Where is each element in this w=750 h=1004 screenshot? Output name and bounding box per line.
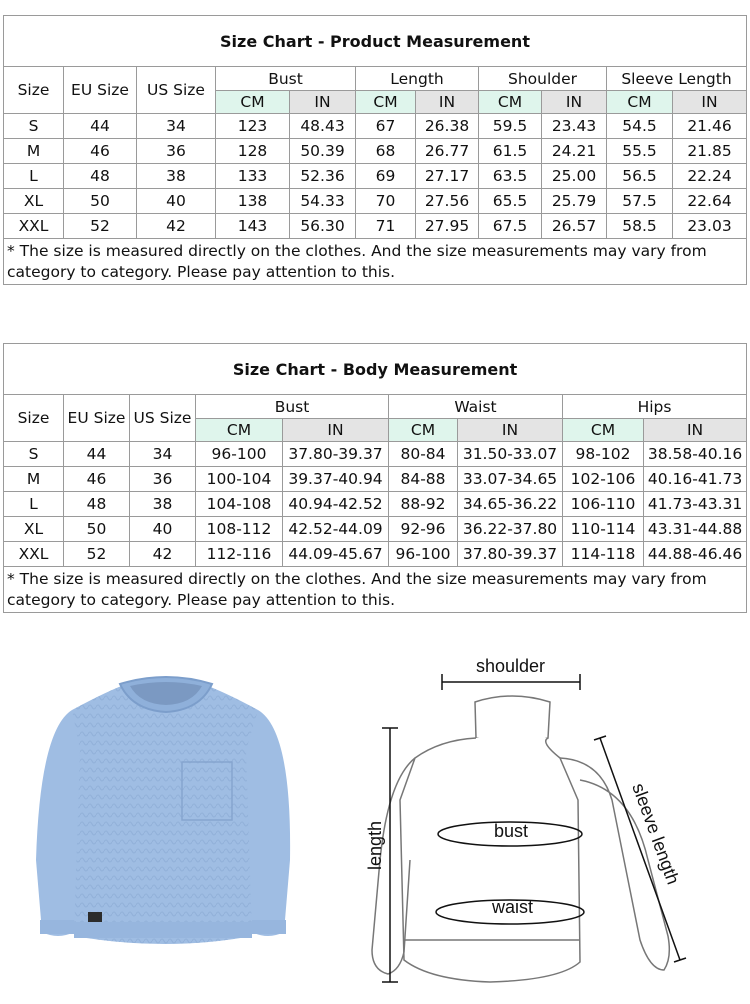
value-cell: 34.65-36.22: [458, 492, 563, 517]
value-cell: 102-106: [563, 467, 644, 492]
unit-in: IN: [644, 419, 747, 442]
table-row: [4, 114, 747, 139]
unit-cm: CM: [216, 91, 290, 114]
value-cell: 110-114: [563, 517, 644, 542]
size-cell: XXL: [4, 214, 64, 239]
value-cell: 42: [130, 542, 196, 567]
value-cell: 26.57: [542, 214, 607, 239]
unit-in: IN: [290, 91, 356, 114]
value-cell: 56.30: [290, 214, 356, 239]
value-cell: 112-116: [196, 542, 283, 567]
unit-cm: CM: [607, 91, 673, 114]
header-sleeve-length: Sleeve Length: [607, 67, 747, 91]
size-cell: M: [4, 139, 64, 164]
table-row: [4, 467, 747, 492]
unit-in: IN: [283, 419, 389, 442]
value-cell: 33.07-34.65: [458, 467, 563, 492]
value-cell: 37.80-39.37: [458, 542, 563, 567]
value-cell: 40: [130, 517, 196, 542]
sweater-image: [36, 677, 290, 944]
value-cell: 44.09-45.67: [283, 542, 389, 567]
value-cell: 106-110: [563, 492, 644, 517]
header-us-size: US Size: [137, 67, 216, 114]
value-cell: 123: [216, 114, 290, 139]
value-cell: 36: [137, 139, 216, 164]
value-cell: 50: [64, 189, 137, 214]
unit-cm: CM: [356, 91, 416, 114]
value-cell: 27.56: [416, 189, 479, 214]
value-cell: 34: [137, 114, 216, 139]
table-row: [4, 492, 747, 517]
value-cell: 31.50-33.07: [458, 442, 563, 467]
value-cell: 48.43: [290, 114, 356, 139]
value-cell: 42: [137, 214, 216, 239]
value-cell: 23.03: [673, 214, 747, 239]
body-chart-rows: [4, 442, 747, 567]
header-waist: Waist: [389, 395, 563, 419]
value-cell: 43.31-44.88: [644, 517, 747, 542]
value-cell: 27.95: [416, 214, 479, 239]
value-cell: 24.21: [542, 139, 607, 164]
value-cell: 41.73-43.31: [644, 492, 747, 517]
value-cell: 143: [216, 214, 290, 239]
unit-cm: CM: [389, 419, 458, 442]
value-cell: 46: [64, 467, 130, 492]
size-cell: M: [4, 467, 64, 492]
size-cell: S: [4, 114, 64, 139]
value-cell: 100-104: [196, 467, 283, 492]
value-cell: 25.00: [542, 164, 607, 189]
value-cell: 69: [356, 164, 416, 189]
unit-cm: CM: [196, 419, 283, 442]
size-cell: L: [4, 164, 64, 189]
value-cell: 57.5: [607, 189, 673, 214]
value-cell: 39.37-40.94: [283, 467, 389, 492]
bust-label: bust: [494, 821, 529, 841]
value-cell: 38: [137, 164, 216, 189]
value-cell: 52.36: [290, 164, 356, 189]
value-cell: 26.38: [416, 114, 479, 139]
value-cell: 67.5: [479, 214, 542, 239]
body-size-chart: [3, 343, 747, 613]
value-cell: 114-118: [563, 542, 644, 567]
value-cell: 46: [64, 139, 137, 164]
figures-area: [0, 640, 750, 1000]
value-cell: 25.79: [542, 189, 607, 214]
waist-label: waist: [492, 897, 534, 917]
value-cell: 71: [356, 214, 416, 239]
value-cell: 58.5: [607, 214, 673, 239]
sleeve-length-label: sleeve length: [628, 780, 684, 888]
value-cell: 108-112: [196, 517, 283, 542]
value-cell: 38.58-40.16: [644, 442, 747, 467]
header-length: Length: [356, 67, 479, 91]
table-row: [4, 442, 747, 467]
figures-svg: [0, 640, 750, 1000]
value-cell: 50.39: [290, 139, 356, 164]
table-row: [4, 164, 747, 189]
value-cell: 98-102: [563, 442, 644, 467]
value-cell: 96-100: [196, 442, 283, 467]
value-cell: 84-88: [389, 467, 458, 492]
value-cell: 48: [64, 492, 130, 517]
value-cell: 34: [130, 442, 196, 467]
table-row: [4, 542, 747, 567]
value-cell: 40.94-42.52: [283, 492, 389, 517]
value-cell: 56.5: [607, 164, 673, 189]
value-cell: 44.88-46.46: [644, 542, 747, 567]
unit-in: IN: [458, 419, 563, 442]
value-cell: 50: [64, 517, 130, 542]
size-cell: XL: [4, 189, 64, 214]
value-cell: 63.5: [479, 164, 542, 189]
product-chart-note: * The size is measured directly on the clothes. And the size measurements may vary from category to category. Please pay attention to this.: [4, 239, 747, 285]
table-row: [4, 517, 747, 542]
body-chart-note: * The size is measured directly on the clothes. And the size measurements may vary from category to category. Please pay attention to this.: [4, 567, 747, 613]
value-cell: 26.77: [416, 139, 479, 164]
header-bust: Bust: [216, 67, 356, 91]
value-cell: 36: [130, 467, 196, 492]
product-size-chart: [3, 15, 747, 285]
body-chart-title: Size Chart - Body Measurement: [4, 344, 747, 395]
unit-in: IN: [673, 91, 747, 114]
value-cell: 44: [64, 114, 137, 139]
header-size: Size: [4, 67, 64, 114]
value-cell: 67: [356, 114, 416, 139]
value-cell: 40.16-41.73: [644, 467, 747, 492]
value-cell: 22.64: [673, 189, 747, 214]
value-cell: 133: [216, 164, 290, 189]
value-cell: 27.17: [416, 164, 479, 189]
value-cell: 70: [356, 189, 416, 214]
value-cell: 80-84: [389, 442, 458, 467]
value-cell: 38: [130, 492, 196, 517]
length-label: length: [365, 820, 385, 870]
value-cell: 88-92: [389, 492, 458, 517]
value-cell: 54.33: [290, 189, 356, 214]
size-cell: S: [4, 442, 64, 467]
unit-in: IN: [416, 91, 479, 114]
table-row: [4, 214, 747, 239]
value-cell: 21.46: [673, 114, 747, 139]
value-cell: 65.5: [479, 189, 542, 214]
value-cell: 55.5: [607, 139, 673, 164]
header-size: Size: [4, 395, 64, 442]
value-cell: 44: [64, 442, 130, 467]
value-cell: 37.80-39.37: [283, 442, 389, 467]
value-cell: 21.85: [673, 139, 747, 164]
value-cell: 138: [216, 189, 290, 214]
unit-in: IN: [542, 91, 607, 114]
header-eu-size: EU Size: [64, 67, 137, 114]
value-cell: 96-100: [389, 542, 458, 567]
header-eu-size: EU Size: [64, 395, 130, 442]
header-shoulder: Shoulder: [479, 67, 607, 91]
value-cell: 92-96: [389, 517, 458, 542]
unit-cm: CM: [563, 419, 644, 442]
table-row: [4, 139, 747, 164]
value-cell: 59.5: [479, 114, 542, 139]
header-bust: Bust: [196, 395, 389, 419]
shoulder-measure-line: [442, 674, 580, 690]
size-cell: L: [4, 492, 64, 517]
value-cell: 52: [64, 542, 130, 567]
value-cell: 128: [216, 139, 290, 164]
value-cell: 54.5: [607, 114, 673, 139]
value-cell: 42.52-44.09: [283, 517, 389, 542]
value-cell: 36.22-37.80: [458, 517, 563, 542]
header-hips: Hips: [563, 395, 747, 419]
value-cell: 104-108: [196, 492, 283, 517]
value-cell: 52: [64, 214, 137, 239]
table-row: [4, 189, 747, 214]
value-cell: 48: [64, 164, 137, 189]
value-cell: 23.43: [542, 114, 607, 139]
value-cell: 22.24: [673, 164, 747, 189]
shoulder-label: shoulder: [476, 656, 546, 676]
value-cell: 61.5: [479, 139, 542, 164]
value-cell: 40: [137, 189, 216, 214]
value-cell: 68: [356, 139, 416, 164]
unit-cm: CM: [479, 91, 542, 114]
size-cell: XL: [4, 517, 64, 542]
header-us-size: US Size: [130, 395, 196, 442]
product-chart-title: Size Chart - Product Measurement: [4, 16, 747, 67]
product-chart-rows: [4, 114, 747, 239]
size-cell: XXL: [4, 542, 64, 567]
